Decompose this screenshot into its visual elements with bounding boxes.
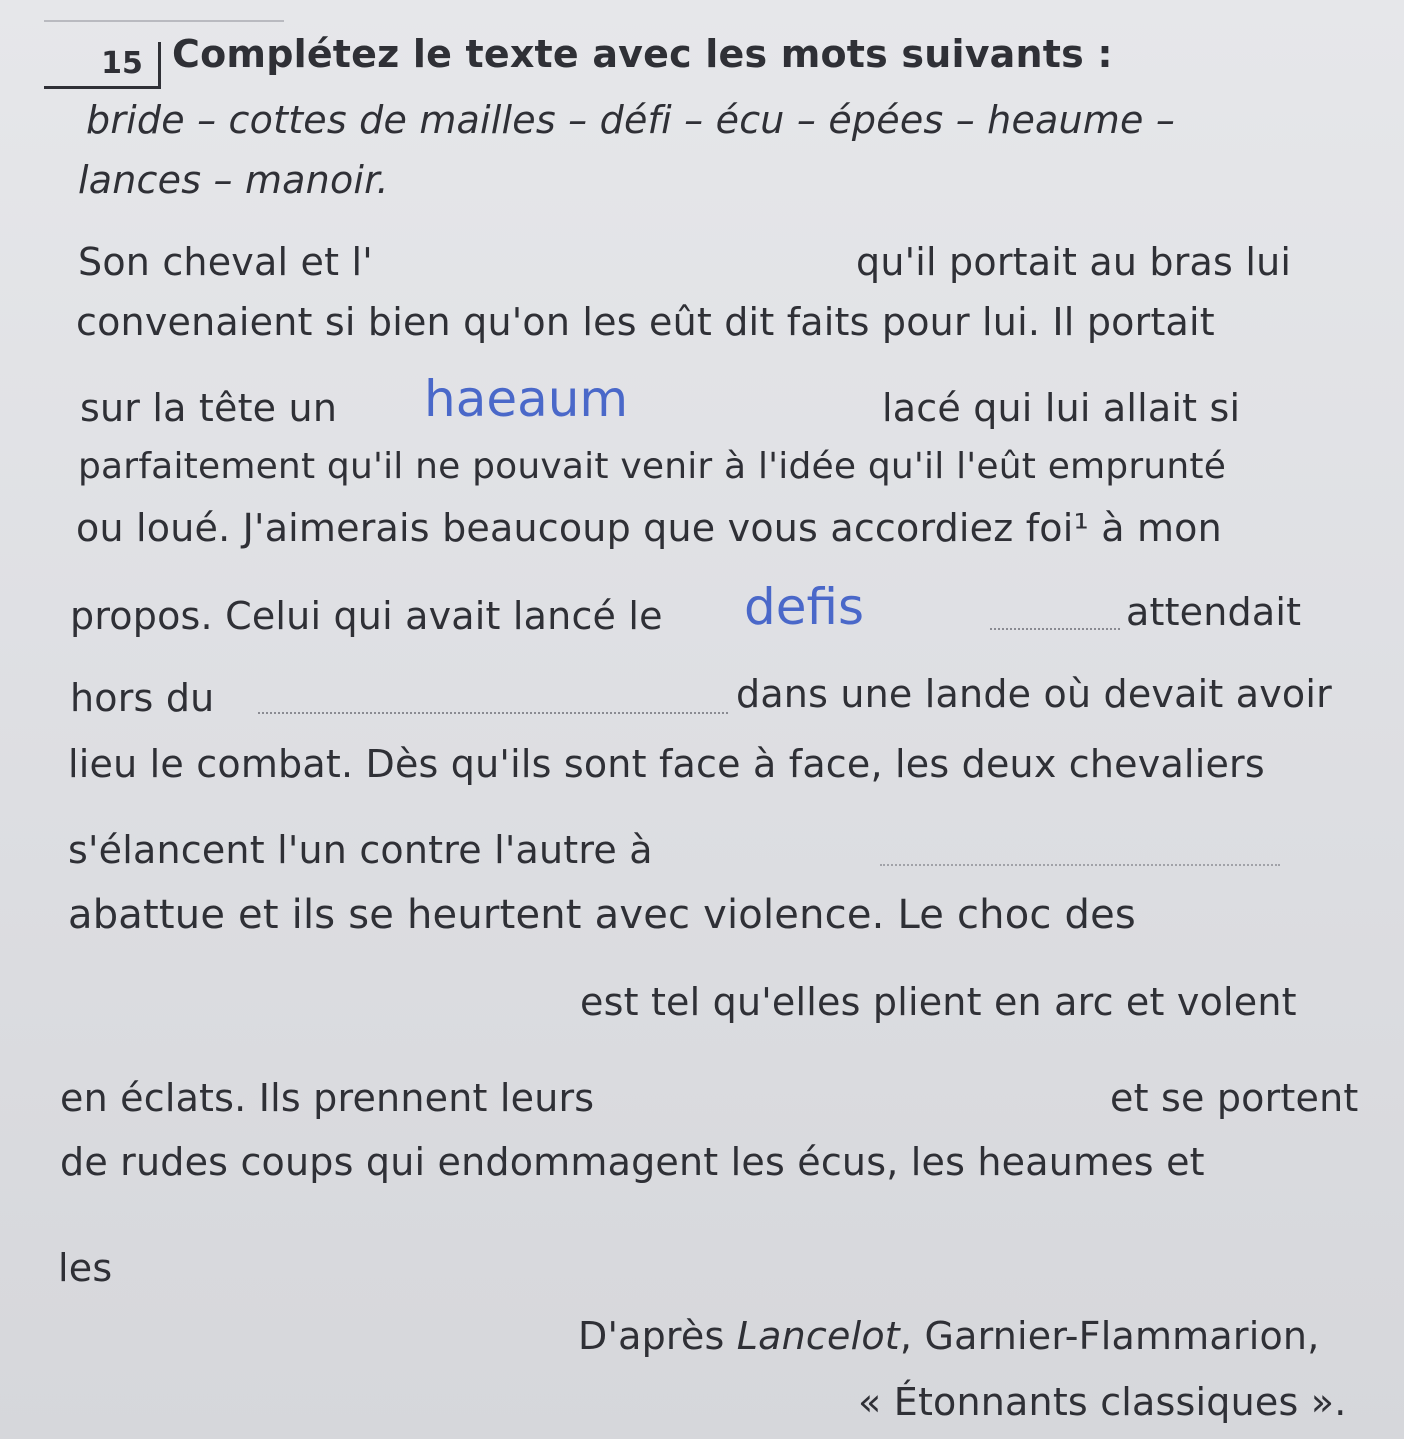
text-line-5: ou loué. J'aimerais beaucoup que vous accordiez foi¹ à mon bbox=[76, 506, 1222, 550]
text-line-6-end: attendait bbox=[1126, 590, 1302, 634]
top-rule bbox=[44, 20, 284, 22]
blank-line-7 bbox=[258, 712, 728, 714]
text-line-4: parfaitement qu'il ne pouvait venir à l'idée qu'il l'eût emprunté bbox=[78, 446, 1227, 487]
text-line-10: abattue et ils se heurtent avec violence. Le choc des bbox=[68, 892, 1136, 938]
word-list-line-1: bride – cottes de mailles – défi – écu – épées – heaume – bbox=[86, 98, 1176, 142]
source-collection: « Étonnants classiques ». bbox=[858, 1380, 1347, 1424]
source-work-title: Lancelot bbox=[736, 1314, 900, 1358]
exercise-title: Complétez le texte avec les mots suivants : bbox=[172, 32, 1113, 76]
text-line-7-end: dans une lande où devait avoir bbox=[736, 672, 1332, 716]
text-line-9: s'élancent l'un contre l'autre à bbox=[68, 828, 653, 872]
exercise-number: 15 bbox=[86, 42, 161, 89]
source-prefix: D'après bbox=[578, 1314, 737, 1358]
source-line-1 bbox=[578, 1314, 1319, 1358]
blank-line-9 bbox=[880, 864, 1280, 866]
word-list-line-2: lances – manoir. bbox=[78, 158, 389, 202]
text-line-2: convenaient si bien qu'on les eût dit faits pour lui. Il portait bbox=[76, 300, 1215, 344]
blank-line-6 bbox=[990, 628, 1120, 630]
text-line-14: les bbox=[58, 1246, 113, 1290]
text-line-13: de rudes coups qui endommagent les écus, les heaumes et bbox=[60, 1140, 1205, 1184]
handwritten-answer-defi: defis bbox=[744, 578, 865, 636]
exercise-number-underline bbox=[44, 86, 88, 89]
text-line-12-start: en éclats. Ils prennent leurs bbox=[60, 1076, 595, 1120]
text-line-1-start: Son cheval et l' bbox=[78, 240, 373, 284]
text-line-1-end: qu'il portait au bras lui bbox=[856, 240, 1292, 284]
handwritten-answer-heaume: haeaum bbox=[424, 370, 629, 428]
source-publisher: , Garnier-Flammarion, bbox=[899, 1314, 1320, 1358]
text-line-3-start: sur la tête un bbox=[80, 386, 338, 430]
text-line-12-end: et se portent bbox=[1110, 1076, 1359, 1120]
text-line-3-end: lacé qui lui allait si bbox=[882, 386, 1241, 430]
text-line-6-start: propos. Celui qui avait lancé le bbox=[70, 594, 663, 638]
text-line-8: lieu le combat. Dès qu'ils sont face à face, les deux chevaliers bbox=[68, 742, 1265, 786]
text-line-11: est tel qu'elles plient en arc et volent bbox=[580, 980, 1297, 1024]
text-line-7-start: hors du bbox=[70, 676, 215, 720]
